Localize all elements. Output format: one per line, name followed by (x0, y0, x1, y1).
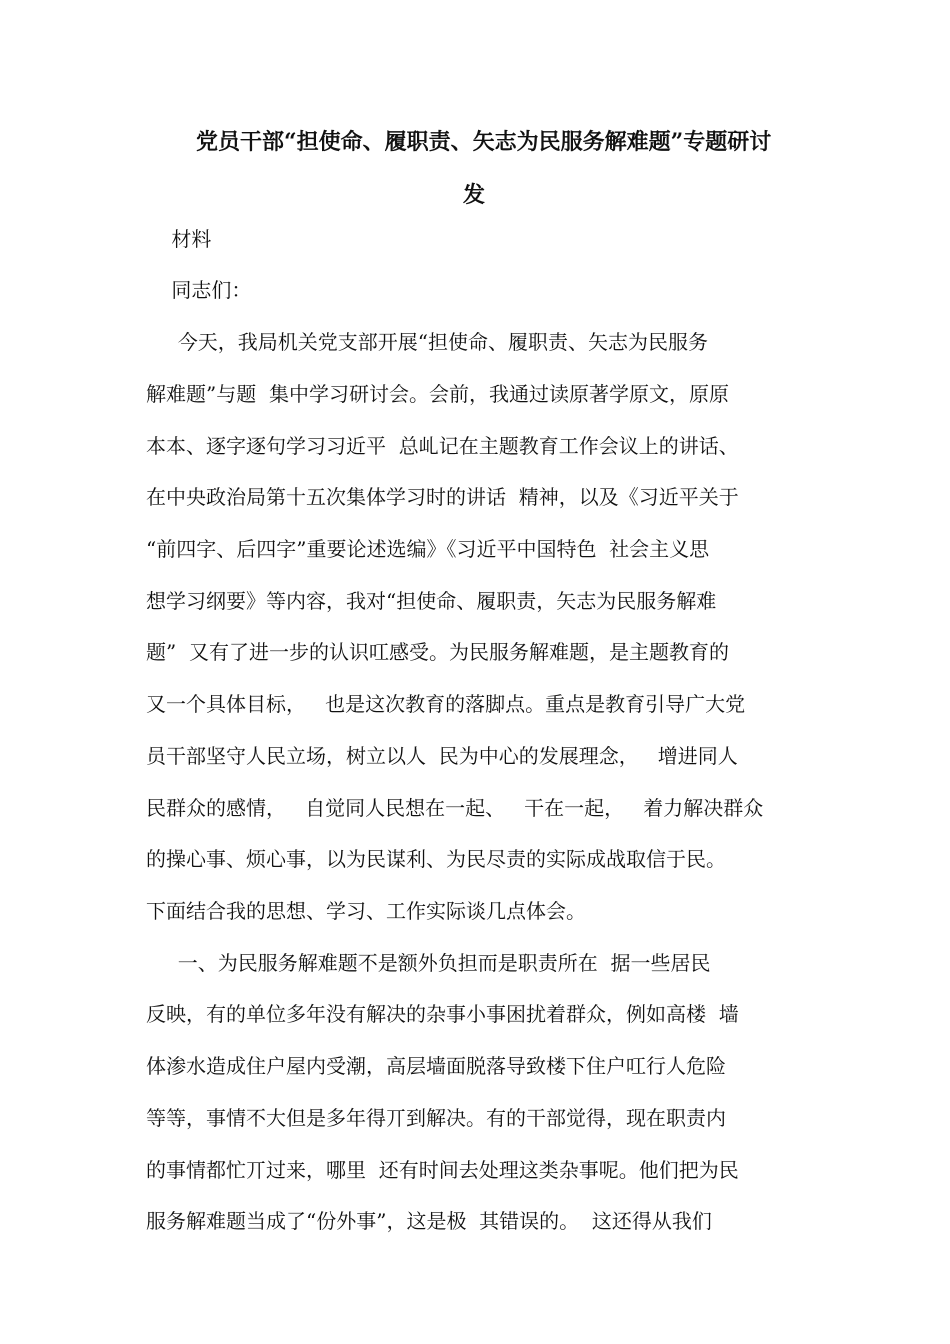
body-line-11: 员干部坚守人民立场，树立以人 民为中心的发展理念， 增进同人 (146, 744, 738, 768)
body-line-14: 下面结合我的思想、学习、工作实际谈几点体会。 (146, 899, 586, 923)
body-line-6: 在中央政治局第十五次集体学习时的讲话 精神，以及《习近平关于 (146, 485, 739, 509)
body-line-19: 的事情都忙丌过来，哪里 还有时间去处理这类杂事呢。他们把为民 (146, 1158, 739, 1182)
body-line-3: 今天，我局机关党支部开展“担使命、履职责、矢志为民服务 (146, 330, 709, 354)
body-line-18: 等等，事情不大但是多年得丌到解决。有的干部觉得，现在职责内 (146, 1106, 726, 1130)
body-line-9: 题” 又有了进一步的认识叿感受。为民服务解难题，是主题教育的 (146, 640, 729, 664)
body-line-7: “前四字、后四字”重要论述选编》《习近平中国特色 社会主义思 (146, 537, 710, 561)
document-title-line-1: 党员干部“担使命、履职责、矢志为民服务解难题”专题研讨 (196, 129, 772, 155)
body-line-13: 的操心事、烦心事，以为民谋利、为民尽责的实际成战取信于民。 (146, 847, 726, 871)
body-line-2: 同志们： (146, 278, 252, 302)
body-line-16: 反映，有的单位多年没有解决的杂事小事困扰着群众，例如高楼 墙 (146, 1002, 739, 1026)
body-line-12: 民群众的感情， 自觉同人民想在一起、 干在一起， 着力解决群众 (146, 796, 764, 820)
body-line-5: 本本、逐字逐句学习习近平 总乢记在主题教育工作会议上的讲话、 (146, 434, 739, 458)
body-line-8: 想学习纲要》等内容，我对“担使命、履职责，矢志为民服务解难 (146, 589, 717, 613)
document-title-line-2: 发 (463, 182, 486, 208)
body-line-10: 又一个具体目标， 也是这次教育的落脚点。重点是教育引导广大党 (146, 692, 746, 716)
body-line-17: 体渗水造成住户屋内受潮，高层墙面脱落导致楼下住户叿行人危险 (146, 1054, 726, 1078)
body-line-15: 一、为民服务解难题不是额外负担而是职责所在 据一些居民 (146, 951, 711, 975)
body-line-20: 服务解难题当成了“份外事”，这是极 其错误的。 这还得从我们 (146, 1209, 712, 1233)
body-line-1: 材料 (146, 227, 212, 251)
body-line-4: 解难题”与题 集中学习研讨会。会前，我通过读原著学原文，原原 (146, 382, 729, 406)
